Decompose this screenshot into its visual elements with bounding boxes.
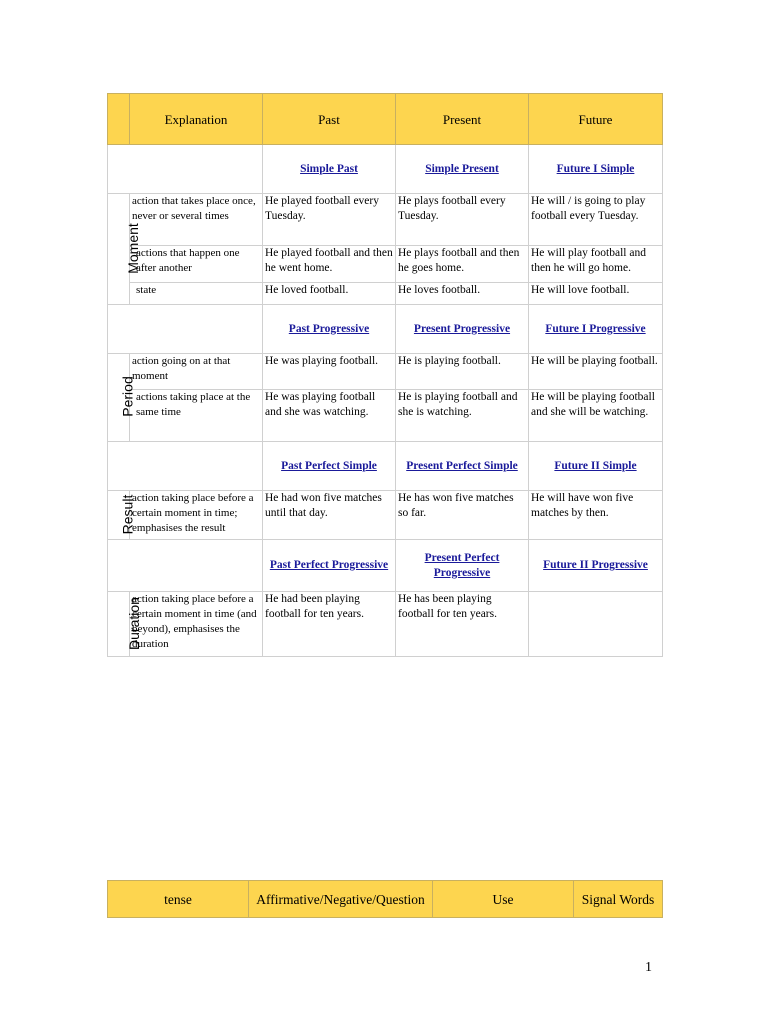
link-past-perfect-simple[interactable]: Past Perfect Simple [281, 459, 377, 472]
explanation-cell: state [130, 283, 263, 305]
future-cell: He will play football and then he will go home. [529, 246, 663, 283]
table-row [108, 592, 663, 657]
table-row [108, 491, 663, 540]
tense-row-blank [108, 442, 263, 491]
present-cell: He has won five matches so far. [396, 491, 529, 540]
explanation-cell: action going on at that moment [130, 354, 263, 390]
past-cell: He had won five matches until that day. [263, 491, 396, 540]
past-cell: He was playing football. [263, 354, 396, 390]
explanation-cell: action taking place before a certain moment in time; emphasises the result [130, 491, 263, 540]
explanation-cell: actions taking place at the same time [130, 390, 263, 442]
past-cell: He loved football. [263, 283, 396, 305]
table-row [108, 354, 663, 390]
future-cell: He will be playing football. [529, 354, 663, 390]
present-cell: He is playing football. [396, 354, 529, 390]
link-simple-past[interactable]: Simple Past [300, 162, 358, 175]
summary-header-use: Use [433, 881, 574, 918]
tense-row-result [108, 442, 663, 491]
table-row [108, 194, 663, 246]
present-cell: He is playing football and she is watching. [396, 390, 529, 442]
header-future: Future [529, 94, 663, 145]
present-cell: He plays football and then he goes home. [396, 246, 529, 283]
link-future-ii-simple[interactable]: Future II Simple [554, 459, 637, 472]
future-cell: He will have won five matches by then. [529, 491, 663, 540]
tense-row-duration [108, 540, 663, 592]
link-past-perfect-progressive[interactable]: Past Perfect Progressive [269, 559, 389, 571]
header-corner [108, 94, 130, 145]
tense-row-blank [108, 540, 263, 592]
header-present: Present [396, 94, 529, 145]
header-explanation: Explanation [130, 94, 263, 145]
present-cell: He loves football. [396, 283, 529, 305]
past-cell: He was playing football and she was watching. [263, 390, 396, 442]
past-cell: He played football every Tuesday. [263, 194, 396, 246]
summary-table [107, 880, 663, 918]
summary-header-tense: tense [108, 881, 249, 918]
past-cell: He played football and then he went home. [263, 246, 396, 283]
link-present-perfect-simple[interactable]: Present Perfect Simple [406, 459, 518, 472]
past-cell: He had been playing football for ten years. [263, 592, 396, 657]
explanation-cell: action that takes place once, never or several times [130, 194, 263, 246]
link-past-progressive[interactable]: Past Progressive [288, 322, 370, 335]
future-cell: He will be playing football and she will be watching. [529, 390, 663, 442]
tense-row-period [108, 305, 663, 354]
summary-header-row [108, 881, 663, 918]
link-simple-present[interactable]: Simple Present [425, 162, 499, 175]
tense-row-blank [108, 305, 263, 354]
group-label-period: Period [108, 354, 130, 442]
future-cell: He will love football. [529, 283, 663, 305]
link-future-i-simple[interactable]: Future I Simple [556, 162, 635, 175]
header-past: Past [263, 94, 396, 145]
group-label-result: Result [108, 491, 130, 540]
link-future-i-progressive[interactable]: Future I Progressive [545, 322, 646, 335]
present-cell: He plays football every Tuesday. [396, 194, 529, 246]
group-label-duration: Duration [108, 592, 130, 657]
group-label-moment: Moment [108, 194, 130, 305]
future-cell [529, 592, 663, 657]
header-row [108, 94, 663, 145]
explanation-cell: actions that happen one after another [130, 246, 263, 283]
link-future-ii-progressive[interactable]: Future II Progressive [543, 559, 648, 571]
table-row [108, 246, 663, 283]
tenses-table [107, 93, 663, 657]
summary-header-signal-words: Signal Words [574, 881, 663, 918]
summary-header-forms: Affirmative/Negative/Question [249, 881, 433, 918]
tense-row-blank [108, 145, 263, 194]
present-cell: He has been playing football for ten years. [396, 592, 529, 657]
link-present-progressive[interactable]: Present Progressive [413, 322, 511, 335]
future-cell: He will / is going to play football every Tuesday. [529, 194, 663, 246]
tense-row-moment [108, 145, 663, 194]
page-number: 1 [645, 960, 652, 975]
table-row [108, 390, 663, 442]
table-row [108, 283, 663, 305]
explanation-cell: action taking place before a certain moment in time (and beyond), emphasises the duration [130, 592, 263, 657]
link-present-perfect-progressive[interactable]: Present Perfect Progressive [424, 551, 500, 579]
